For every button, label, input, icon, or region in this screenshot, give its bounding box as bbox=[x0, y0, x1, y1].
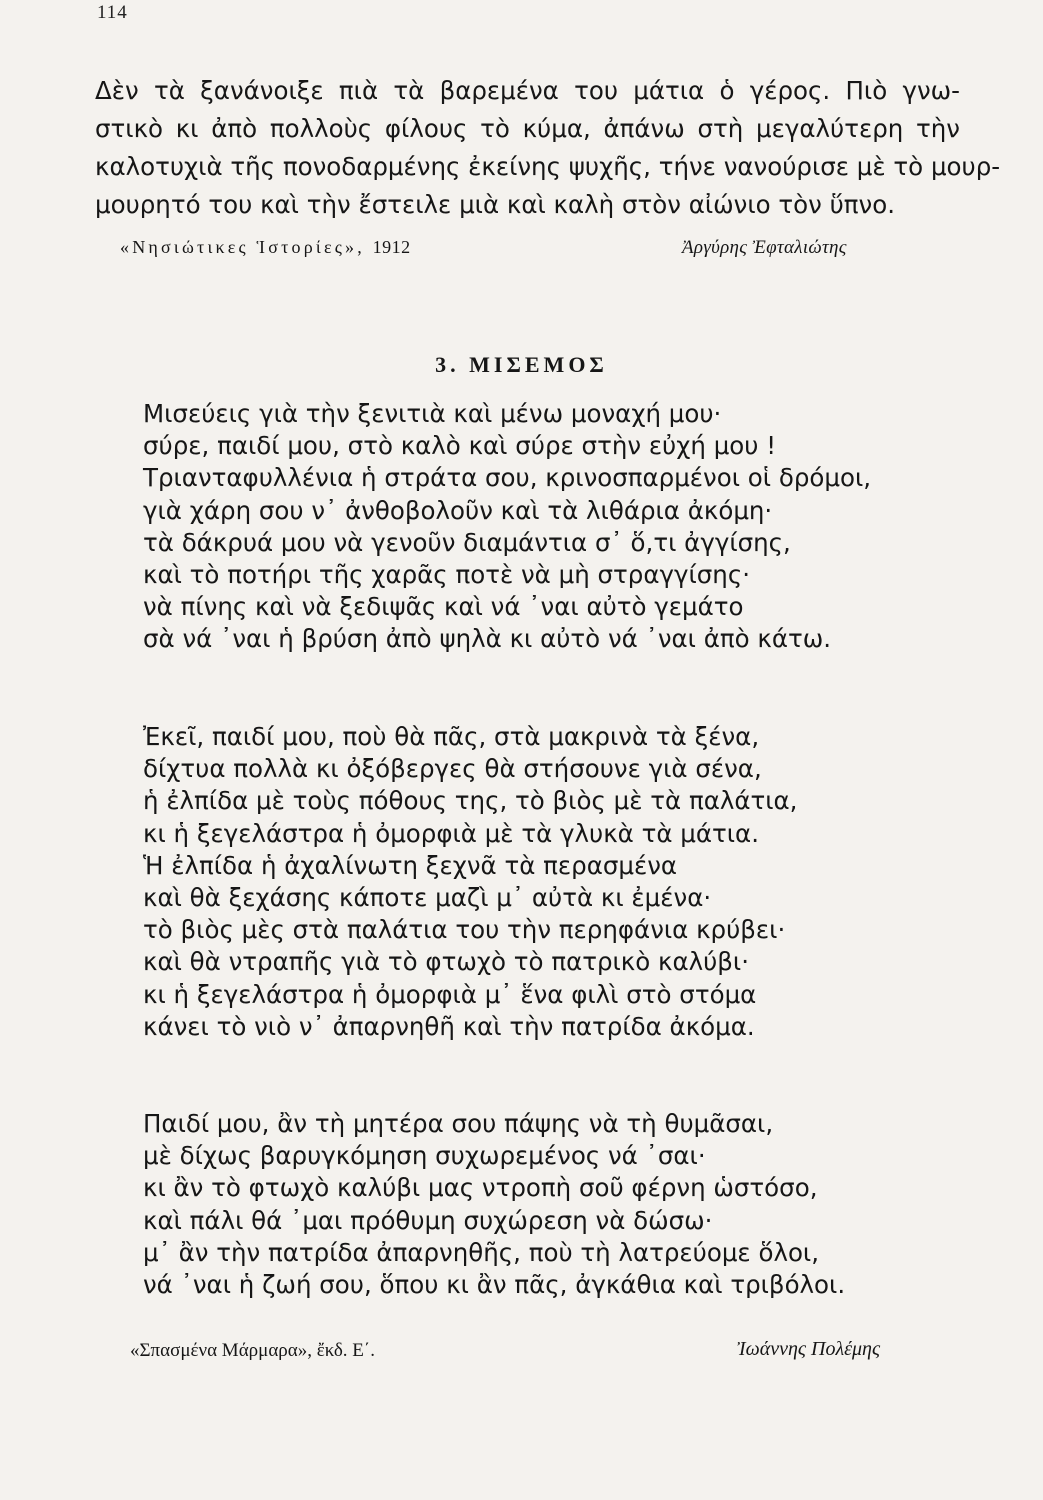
prose-line: καλοτυχιὰ τῆς πονοδαρμένης ἐκείνης ψυχῆς, τήνε νανούρισε μὲ τὸ μουρ- bbox=[95, 152, 1001, 181]
first-citation-source bbox=[120, 237, 411, 258]
first-citation-title: «Νησιώτικες Ἱστορίες», bbox=[120, 237, 365, 257]
verse-line: νὰ πίνης καὶ νὰ ξεδιψᾶς καὶ νά ᾽ναι αὐτὸ γεμάτο bbox=[143, 592, 744, 622]
verse-line: κι ἡ ξεγελάστρα ἡ ὀμορφιὰ μὲ τὰ γλυκὰ τὰ μάτια. bbox=[143, 818, 759, 848]
verse-line: κι ἡ ξεγελάστρα ἡ ὀμορφιὰ μ᾽ ἕνα φιλὶ στὸ στόμα bbox=[143, 979, 757, 1009]
verse-line: καὶ πάλι θά ᾽μαι πρόθυμη συχώρεση νὰ δώσω· bbox=[143, 1205, 713, 1235]
prose-line: μουρητό του καὶ τὴν ἔστειλε μιὰ καὶ καλὴ στὸν αἰώνιο τὸν ὕπνο. bbox=[95, 190, 896, 219]
stanza-1 bbox=[143, 398, 871, 656]
first-citation-year: 1912 bbox=[372, 237, 411, 257]
stanza-2 bbox=[143, 721, 797, 1043]
verse-line: κάνει τὸ νιὸ ν᾽ ἀπαρνηθῆ καὶ τὴν πατρίδα ἀκόμα. bbox=[143, 1011, 755, 1041]
verse-line: τὰ δάκρυά μου νὰ γενοῦν διαμάντια σ᾽ ὅ,τι ἀγγίσης, bbox=[143, 527, 791, 557]
verse-line: Τριανταφυλλένια ἡ στράτα σου, κρινοσπαρμένοι οἱ δρόμοι, bbox=[143, 463, 872, 493]
verse-line: Ἐκεῖ, παιδί μου, ποὺ θὰ πᾶς, στὰ μακρινὰ τὰ ξένα, bbox=[143, 722, 760, 751]
verse-line: σὰ νά ᾽ναι ἡ βρύση ἀπὸ ψηλὰ κι αὐτὸ νά ᾽ναι ἀπὸ κάτω. bbox=[143, 624, 832, 654]
stanza-3 bbox=[143, 1108, 845, 1301]
first-citation-author: Ἀργύρης Ἐφταλιώτης bbox=[682, 237, 847, 258]
verse-line: ἡ ἐλπίδα μὲ τοὺς πόθους της, τὸ βιὸς μὲ τὰ παλάτια, bbox=[143, 786, 798, 816]
verse-line: μὲ δίχως βαρυγκόμηση συχωρεμένος νά ᾽σαι· bbox=[143, 1141, 706, 1171]
verse-line: Μισεύεις γιὰ τὴν ξενιτιὰ καὶ μένω μοναχή μου· bbox=[143, 399, 722, 428]
second-citation-source: «Σπασμένα Μάρμαρα», ἔκδ. Ε΄. bbox=[130, 1340, 375, 1361]
page-number: 114 bbox=[97, 2, 128, 23]
verse-line: καὶ τὸ ποτήρι τῆς χαρᾶς ποτὲ νὰ μὴ στραγγίσης· bbox=[143, 559, 750, 589]
verse-line: Παιδί μου, ἂν τὴ μητέρα σου πάψης νὰ τὴ θυμᾶσαι, bbox=[143, 1109, 774, 1138]
second-citation-author: Ἰωάννης Πολέμης bbox=[737, 1338, 881, 1360]
verse-line: Ἡ ἐλπίδα ἡ ἀχαλίνωτη ξεχνᾶ τὰ περασμένα bbox=[143, 850, 678, 880]
prose-line: στικὸ κι ἀπὸ πολλοὺς φίλους τὸ κύμα, ἀπάνω στὴ μεγαλύτερη τὴν bbox=[95, 114, 960, 143]
verse-line: μ᾽ ἂν τὴν πατρίδα ἀπαρνηθῆς, ποὺ τὴ λατρεύομε ὅλοι, bbox=[143, 1237, 820, 1267]
verse-line: τὸ βιὸς μὲς στὰ παλάτια του τὴν περηφάνια κρύβει· bbox=[143, 915, 786, 945]
verse-line: δίχτυα πολλὰ κι ὀξόβεργες θὰ στήσουνε γιὰ σένα, bbox=[143, 754, 762, 784]
prose-passage bbox=[95, 72, 1001, 224]
poem-title: 3. ΜΙΣΕΜΟΣ bbox=[435, 352, 608, 377]
verse-line: νά ᾽ναι ἡ ζωή σου, ὅπου κι ἂν πᾶς, ἀγκάθια καὶ τριβόλοι. bbox=[143, 1269, 846, 1299]
verse-line: κι ἂν τὸ φτωχὸ καλύβι μας ντροπὴ σοῦ φέρνη ὡστόσο, bbox=[143, 1173, 818, 1203]
verse-line: γιὰ χάρη σου ν᾽ ἀνθοβολοῦν καὶ τὰ λιθάρια ἀκόμη· bbox=[143, 495, 773, 525]
verse-line: καὶ θὰ ξεχάσης κάποτε μαζὶ μ᾽ αὐτὰ κι ἐμένα· bbox=[143, 882, 712, 912]
verse-line: σύρε, παιδί μου, στὸ καλὸ καὶ σύρε στὴν εὐχή μου ! bbox=[143, 431, 777, 461]
prose-line: Δὲν τὰ ξανάνοιξε πιὰ τὰ βαρεμένα του μάτια ὁ γέρος. Πιὸ γνω- bbox=[95, 76, 960, 105]
verse-line: καὶ θὰ ντραπῆς γιὰ τὸ φτωχὸ τὸ πατρικὸ καλύβι· bbox=[143, 947, 750, 977]
